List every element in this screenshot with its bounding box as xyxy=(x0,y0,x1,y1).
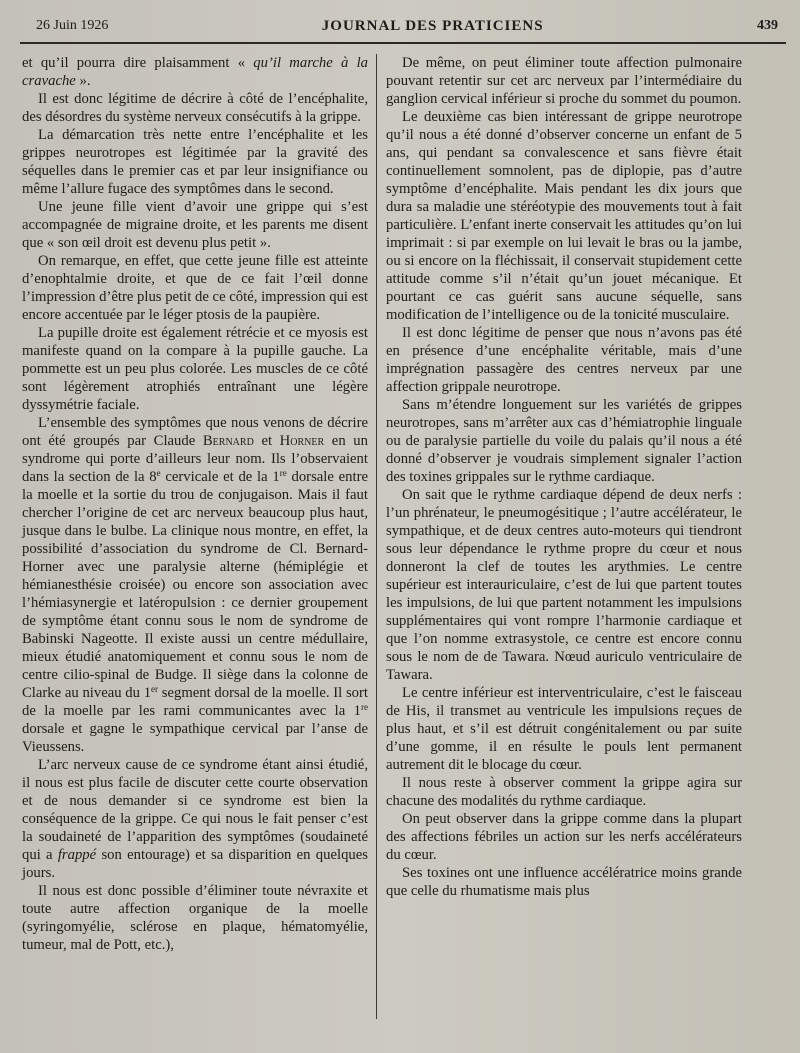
paragraph: Il est donc légitime de penser que nous n’avons pas été en présence d’une encéphalite véritable, mais d’une imprégnation passagère des centres nerveux par une affection grippale neurotrope. xyxy=(386,325,742,395)
left-column xyxy=(22,54,368,1039)
author-name: Horner xyxy=(279,433,325,449)
paragraph: La pupille droite est également rétrécie et ce myosis est manifeste quand on la compare à la pupille gauche. La pommette est un peu plus colorée. Les muscles de ce côté sont légèrement atrophiés entraînant une légère dyssymétrie faciale. xyxy=(22,325,368,413)
right-column xyxy=(386,54,742,1039)
paragraph: L’arc nerveux cause de ce syndrome étant ainsi étudié, il nous est plus facile de discuter cette courte observation et de nous demander si ce syndrome est bien la conséquence de la grippe. Ce qui nous le fait penser c’est la soudaineté de l’apparition des symptômes (soudaineté qui a frappé son entourage) et sa disparition en quelques jours. xyxy=(22,757,368,881)
paragraph: On sait que le rythme cardiaque dépend de deux nerfs : l’un phrénateur, le pneumogésitique ; l’autre accélérateur, le sympathique, et de deux centres auto-moteurs qui tiendront sous leur dépendance le rythme propre du cœur et nous donneront la clef de toutes les arythmies. Le centre supérieur est interauriculaire, c’est de lui que partent toutes les impulsions, de lui que partent notamment les impulsions supplémentaires qui vont rompre l’harmonie cardiaque et que l’on nomme extrasystole, ce centre est encore connu sous le nom de de Tawara. Nœud auriculo ventriculaire de Tawara. xyxy=(386,487,742,683)
journal-title: JOURNAL DES PRATICIENS xyxy=(321,18,544,34)
paragraph: Le deuxième cas bien intéressant de grippe neurotrope qu’il nous a été donné d’observer concerne un enfant de 5 ans, qui pendant sa convalescence et sans fièvre était continuellement somnolent, pas de diplopie, pas d’autre symptôme d’encéphalite. Mais pendant les dix jours que dura sa maladie une stéréotypie des mouvements tout à fait particulière. L’enfant inerte conservait les attitudes qu’on lui imprimait : si par exemple on lui levait le bras ou la jambe, ou si encore on la fléchissait, il conservait stupidement cette attitude comme s’il n’était qu’un jouet mécanique. Et pourtant ce cas guérit sans aucune séquelle, sans modification de l’intelligence ou de la tonicité musculaire. xyxy=(386,109,742,323)
author-name: Bernard xyxy=(202,433,254,449)
running-header xyxy=(20,18,786,44)
page-number: 439 xyxy=(756,18,778,33)
paragraph: Ses toxines ont une influence accélératrice moins grande que celle du rhumatisme mais plus xyxy=(386,865,742,899)
paragraph: Il est donc légitime de décrire à côté de l’encéphalite, des désordres du système nerveux consécutifs à la grippe. xyxy=(22,91,368,125)
paragraph: Il nous est donc possible d’éliminer toute névraxite et toute autre affection organique de la moelle (syringomyélie, sclérose en plaque, hématomyélie, tumeur, mal de Pott, etc.), xyxy=(22,883,368,953)
paragraph: Sans m’étendre longuement sur les variétés de grippes neurotropes, sans m’arrêter aux cas d’hémiatrophie linguale ou de paralysie partielle du voile du palais qu’il nous a été donné d’observer je voudrais simplement signaler l’action des toxines grippales sur le rythme cardiaque. xyxy=(386,397,742,485)
column-divider xyxy=(376,54,377,1019)
paragraph: On peut observer dans la grippe comme dans la plupart des affections fébriles un action sur les nerfs accélérateurs du cœur. xyxy=(386,811,742,863)
paragraph: De même, on peut éliminer toute affection pulmonaire pouvant retentir sur cet arc nerveux par l’intermédiaire du ganglion cervical inférieur si proche du sommet du poumon. xyxy=(386,55,742,107)
paragraph: La démarcation très nette entre l’encéphalite et les grippes neurotropes est légitimée par la gravité des séquelles dans le premier cas et par leur insignifiance ou même l’allure fugace des symptômes dans le second. xyxy=(22,127,368,197)
paragraph: Le centre inférieur est interventriculaire, c’est le faisceau de His, il transmet au ventricule les impulsions reçues de plus haut, et s’il est détruit congénitalement ou par suite d’une gomme, il en résulte le pouls lent permanent autrement dit le blocage du cœur. xyxy=(386,685,742,773)
paragraph: On remarque, en effet, que cette jeune fille est atteinte d’enophtalmie droite, et que de ce fait l’œil donne l’impression d’être plus petit de ce côté, impression qui est encore accentuée par le léger ptosis de la paupière. xyxy=(22,253,368,323)
paragraph: L’ensemble des symptômes que nous venons de décrire ont été groupés par Claude Bernard et Horner en un syndrome qui porte d’ailleurs leur nom. Ils l’observaient dans la section de la 8e cervicale et de la 1re dorsale entre la moelle et la sortie du trou de conjugaison. Mais il faut chercher l’origine de cet arc nerveux beaucoup plus haut, jusque dans le bulbe. La clinique nous montre, en effet, la possibilité d’association du syndrome de Cl. Bernard-Horner avec une paralysie alterne (hémiplégie et hémianesthésie croisée) ou encore son association avec l’hémiasynergie et latéropulsion : ce dernier groupement de symptôme étant connu sous le nom de syndrome de Babinski Nageotte. Il existe aussi un centre médullaire, mieux étudié anatomiquement et connu sous le nom de centre cilio-spinal de Budge. Il siège dans la colonne de Clarke au niveau du 1er segment dorsal de la moelle. Il sort de la moelle par les rami communicantes avec la 1re dorsale et gagne le sympathique cervical par l’anse de Vieussens. xyxy=(22,415,368,755)
paragraph: Il nous reste à observer comment la grippe agira sur chacune des modalités du rythme cardiaque. xyxy=(386,775,742,809)
paragraph: Une jeune fille vient d’avoir une grippe qui s’est accompagnée de migraine droite, et les parents me disent que « son œil droit est devenu plus petit ». xyxy=(22,199,368,251)
paragraph: et qu’il pourra dire plaisamment « qu’il marche à la cravache ». xyxy=(22,55,369,89)
issue-date: 26 Juin 1926 xyxy=(36,18,109,33)
